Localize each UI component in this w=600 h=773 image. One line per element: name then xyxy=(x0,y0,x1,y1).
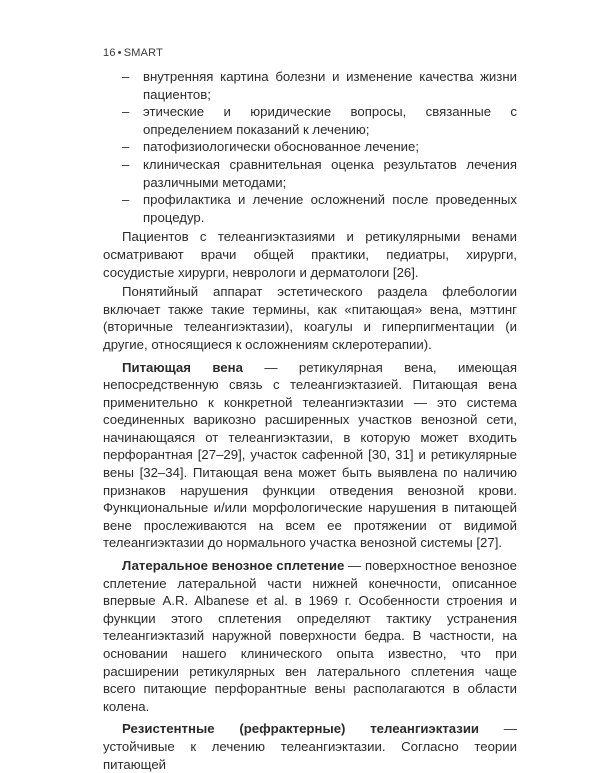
paragraph-specialists: Пациентов с телеангиэктазиями и ретикулярными венами осматривают врачи общей практики, педиатры, хирурги, сосудистые хирурги, неврологи и дерматологи [26]. xyxy=(103,229,517,280)
page-body xyxy=(103,68,517,773)
list-item xyxy=(103,191,517,226)
definition-resistant-telangiectasia xyxy=(103,720,517,773)
list-dash: – xyxy=(122,156,130,172)
list-dash: – xyxy=(122,192,130,208)
running-title: SMART xyxy=(123,47,164,59)
term-feeding-vein: Питающая вена xyxy=(122,359,243,375)
list-dash: – xyxy=(122,139,130,155)
list-item xyxy=(103,138,517,156)
list-item-text: клиническая сравнительная оценка результатов лечения различными методами; xyxy=(143,156,517,190)
list-item xyxy=(103,103,517,138)
page-number: 16 xyxy=(103,47,116,59)
definition-text: — устойчивые к лечению телеангиэктазии. Согласно теории питающей xyxy=(103,721,517,772)
definition-text: — ретикулярная вена, имеющая непосредственную связь с телеангиэктазией. Питающая вена применительно к конкретной телеангиэктазии — это система соединенных варикозно расширенных участков венозной сети, начинающаяся от телеангиэктазии, в которую может входить перфорантная [27–29], участок сафенной [30, 31] и ретикулярные вены [32–34]. Питающая вена может быть выявлена по наличию признаков нарушения функции отведения венозной крови. Функциональные и/или морфологические нарушения в питающей вене прослеживаются на всем ее протяжении от видимой телеангиэктазии до нормального участка венозной системы [27]. xyxy=(103,359,517,551)
term-lateral-plexus: Латеральное венозное сплетение xyxy=(122,558,345,574)
list-item-text: этические и юридические вопросы, связанные с определением показаний к лечению; xyxy=(143,104,517,137)
list-dash: – xyxy=(122,104,130,120)
header-separator: • xyxy=(117,47,122,59)
paragraph-terminology: Понятийный аппарат эстетического раздела флебологии включает также такие термины, как «питающая» вена, мэттинг (вторичные телеангиэктазии), коагулы и гиперпигментации (и другие, относящиеся к осложнениям склеротерапии). xyxy=(103,284,517,352)
list-item-text: профилактика и лечение осложнений после проведенных процедур. xyxy=(143,192,517,225)
term-resistant-telangiectasia: Резистентные (рефрактерные) телеангиэктазии xyxy=(122,721,480,737)
topics-list xyxy=(103,68,517,226)
list-item xyxy=(103,156,517,191)
list-item-text: патофизиологически обоснованное лечение; xyxy=(143,139,420,155)
definition-text: — поверхностное венозное сплетение латеральной части нижней конечности, описанное впервые A.R. Albanese et al. в 1969 г. Особенности строения и функции этого сплетения определяют тактику устранения телеангиэктазий наружной поверхности бедра. В частности, на основании нашего клинического опыта известно, что при расширении ретикулярных вен латерального сплетения чаще всего питающие перфорантные вены располагаются в области колена. xyxy=(103,558,517,714)
list-item xyxy=(103,68,517,103)
definition-lateral-plexus xyxy=(103,557,517,715)
definition-feeding-vein xyxy=(103,359,517,553)
list-item-text: внутренняя картина болезни и изменение качества жизни пациентов; xyxy=(143,69,517,102)
running-header xyxy=(103,47,163,59)
list-dash: – xyxy=(122,69,130,84)
